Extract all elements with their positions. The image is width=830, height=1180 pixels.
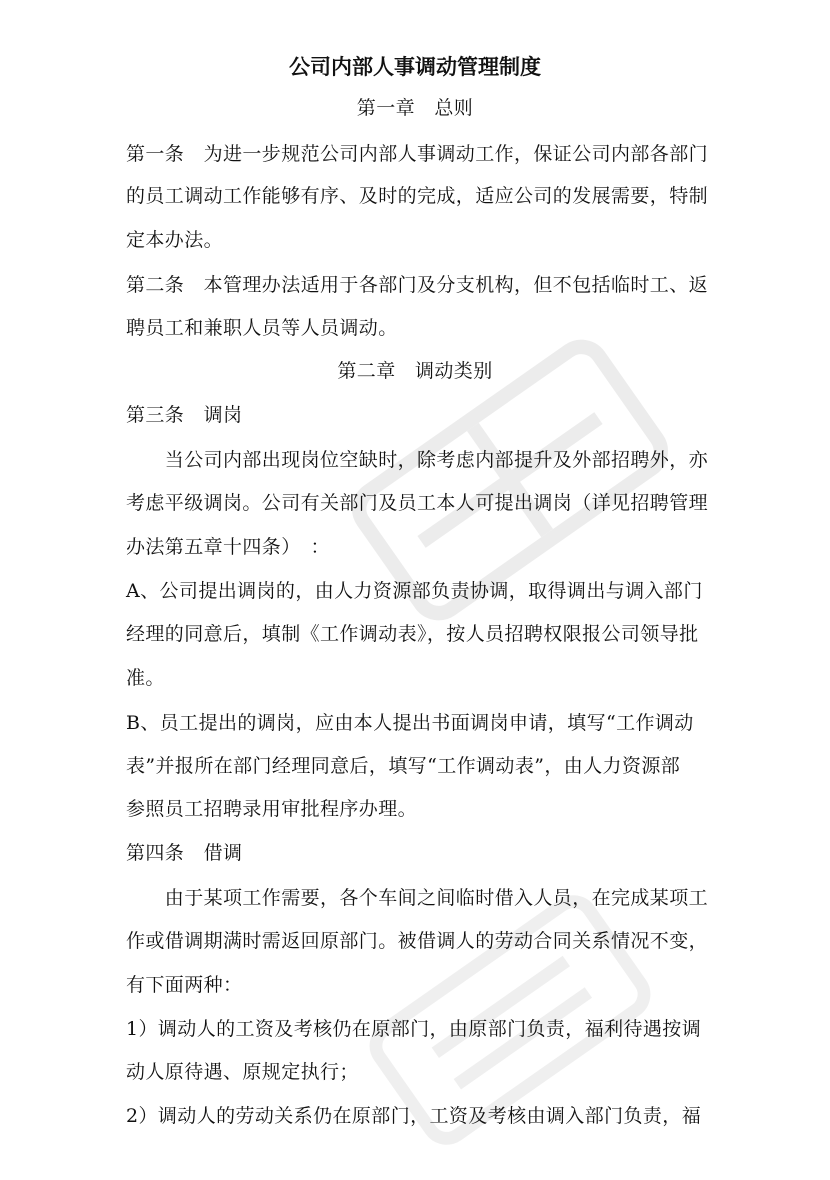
text-line: 2）调动人的劳动关系仍在原部门，工资及考核由调入部门负责，福 bbox=[126, 1105, 702, 1127]
text-line: 办法第五章十四条） ： bbox=[126, 536, 330, 558]
text-line: 经理的同意后，填制《工作调动表》，按人员招聘权限报公司领导批 bbox=[126, 623, 699, 645]
article-heading: 第三条 调岗 bbox=[126, 404, 243, 426]
text-line: 作或借调期满时需返回原部门。被借调人的劳动合同关系情况不变， bbox=[126, 930, 709, 952]
text-line: 聘员工和兼职人员等人员调动。 bbox=[126, 317, 398, 339]
text-line: 当公司内部出现岗位空缺时，除考虑内部提升及外部招聘外，亦 bbox=[126, 449, 709, 471]
text-line: 第一条 为进一步规范公司内部人事调动工作，保证公司内部各部门 bbox=[126, 143, 709, 165]
watermark-icon bbox=[330, 300, 690, 660]
text-line: 的员工调动工作能够有序、及时的完成，适应公司的发展需要，特制 bbox=[126, 185, 709, 207]
document-title: 公司内部人事调动管理制度 bbox=[289, 54, 541, 79]
text-line: 第二条 本管理办法适用于各部门及分支机构，但不包括临时工、返 bbox=[126, 274, 709, 296]
text-line: 有下面两种： bbox=[126, 974, 243, 996]
text-line: 表”并报所在部门经理同意后，填写“工作调动表”，由人力资源部 bbox=[126, 755, 681, 777]
chapter-heading: 第一章 总则 bbox=[356, 97, 474, 119]
text-line: 1）调动人的工资及考核仍在原部门，由原部门负责，福利待遇按调 bbox=[126, 1018, 702, 1040]
text-line: 参照员工招聘录用审批程序办理。 bbox=[126, 798, 418, 820]
text-line: B、员工提出的调岗，应由本人提出书面调岗申请，填写“工作调动 bbox=[126, 712, 694, 734]
article-heading: 第四条 借调 bbox=[126, 842, 243, 864]
text-line: 动人原待遇、原规定执行； bbox=[126, 1061, 359, 1083]
text-line: A、公司提出调岗的，由人力资源部负责协调，取得调出与调入部门 bbox=[126, 580, 703, 602]
text-line: 定本办法。 bbox=[126, 229, 224, 251]
chapter-heading: 第二章 调动类别 bbox=[337, 360, 493, 382]
text-line: 由于某项工作需要，各个车间之间临时借入人员，在完成某项工 bbox=[126, 887, 709, 909]
text-line: 考虑平级调岗。公司有关部门及员工本人可提出调岗（详见招聘管理 bbox=[126, 492, 709, 514]
text-line: 准。 bbox=[126, 667, 165, 689]
